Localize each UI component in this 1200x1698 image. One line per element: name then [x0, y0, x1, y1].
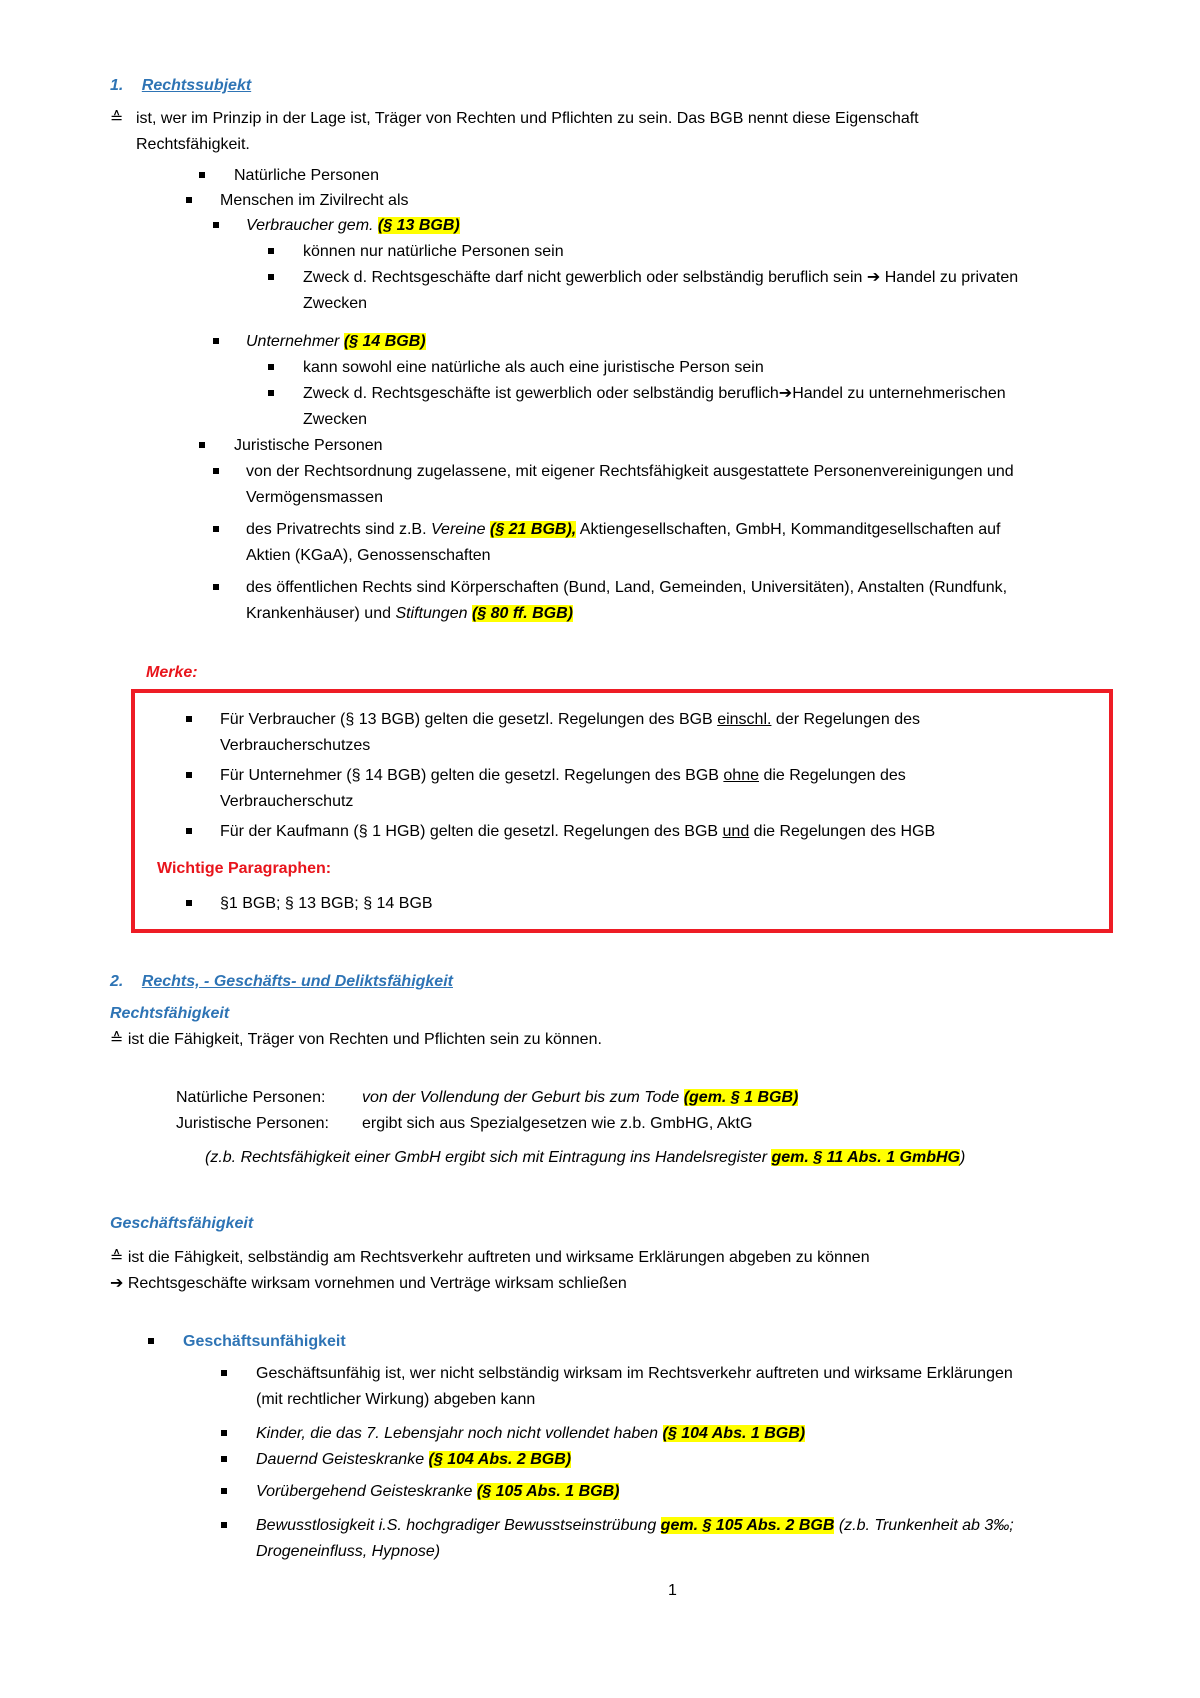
jur-item-2-ref: (§ 21 BGB), — [489, 521, 577, 538]
section-1-heading — [110, 76, 251, 96]
section-2-title: Rechts, - Geschäfts- und Deliktsfähigkeit — [141, 973, 453, 990]
bullet-icon — [148, 1338, 154, 1344]
wichtige-paragraphen: §1 BGB; § 13 BGB; § 14 BGB — [220, 895, 433, 912]
bullet-icon — [268, 274, 274, 280]
gmbh-pre: (z.b. Rechtsfähigkeit einer GmbH ergibt sich mit Eintragung ins Handelsregister — [205, 1149, 768, 1166]
gu-item-2-text: Kinder, die das 7. Lebensjahr noch nicht vollendet haben — [256, 1425, 659, 1442]
juristische-personen: Juristische Personen — [234, 437, 383, 454]
gu-item-4-text: Vorübergehend Geisteskranke — [256, 1483, 473, 1500]
unternehmer-ref: (§ 14 BGB) — [343, 333, 426, 350]
bullet-icon — [199, 172, 205, 178]
natuerliche-label: Natürliche Personen: — [176, 1089, 326, 1106]
bullet-icon — [186, 828, 192, 834]
bullet-icon — [199, 442, 205, 448]
bullet-icon — [268, 390, 274, 396]
merke-line-1-cont: Verbraucherschutzes — [220, 737, 371, 754]
juristische-label: Juristische Personen: — [176, 1115, 329, 1132]
geschaeftsunfaehigkeit-title: Geschäftsunfähigkeit — [183, 1333, 346, 1350]
gmbh-ref: gem. § 11 Abs. 1 GmbHG — [771, 1149, 960, 1166]
bullet-icon — [221, 1430, 227, 1436]
bullet-icon — [221, 1456, 227, 1462]
unternehmer-line — [246, 332, 426, 352]
gu-item-5-line-2: Drogeneinfluss, Hypnose) — [256, 1543, 441, 1560]
merke-line-1-pre: Für Verbraucher (§ 13 BGB) gelten die gesetzl. Regelungen des BGB — [220, 711, 713, 728]
jur-item-1-line-1: von der Rechtsordnung zugelassene, mit eigener Rechtsfähigkeit ausgestattete Personenvereinigungen und — [246, 463, 1014, 480]
bullet-icon — [221, 1370, 227, 1376]
natuerliche-text: von der Vollendung der Geburt bis zum Tode — [362, 1089, 680, 1106]
merke-line-2-cont: Verbraucherschutz — [220, 793, 354, 810]
jur-item-3-pre: Krankenhäuser) und — [246, 605, 391, 622]
merke-line-2-pre: Für Unternehmer (§ 14 BGB) gelten die gesetzl. Regelungen des BGB — [220, 767, 719, 784]
jur-item-3-ref: (§ 80 ff. BGB) — [471, 605, 574, 622]
jur-item-2-line-2: Aktien (KGaA), Genossenschaften — [246, 547, 491, 564]
section-2-number: 2. — [110, 973, 124, 990]
verbraucher-line — [246, 216, 460, 236]
bullet-icon — [268, 248, 274, 254]
jur-item-2-post: Aktiengesellschaften, GmbH, Kommanditgesellschaften auf — [579, 521, 1001, 538]
juristische-text: ergibt sich aus Spezialgesetzen wie z.b. GmbHG, AktG — [362, 1115, 753, 1132]
gmbh-line — [205, 1148, 965, 1168]
definition-symbol: ≙ — [110, 110, 124, 127]
gmbh-post: ) — [959, 1149, 966, 1166]
merke-line-2-post: die Regelungen des — [763, 767, 906, 784]
bullet-icon — [186, 900, 192, 906]
merke-line-1-ul: einschl. — [717, 711, 772, 728]
verbraucher-item-2-line-2: Zwecken — [303, 295, 368, 312]
merke-line-1 — [220, 710, 920, 730]
geschaeftsfaehigkeit-def-2: ➔ Rechtsgeschäfte wirksam vornehmen und Verträge wirksam schließen — [110, 1275, 627, 1292]
gu-item-1-line-2: (mit rechtlicher Wirkung) abgeben kann — [256, 1391, 536, 1408]
gu-item-4-ref: (§ 105 Abs. 1 BGB) — [476, 1483, 620, 1500]
gu-item-1-line-1: Geschäftsunfähig ist, wer nicht selbständig wirksam im Rechtsverkehr auftreten und wirksame Erklärungen — [256, 1365, 1013, 1382]
unternehmer-item-2-line-2: Zwecken — [303, 411, 368, 428]
gu-item-3 — [256, 1450, 571, 1470]
jur-item-2-vereine: Vereine — [430, 521, 486, 538]
rechtsfaehigkeit-definition: ≙ ist die Fähigkeit, Träger von Rechten und Pflichten sein zu können. — [110, 1031, 602, 1048]
verbraucher-arrow-text: Handel zu privaten — [884, 269, 1019, 286]
merke-title: Merke: — [146, 664, 198, 681]
gu-item-5-post: (z.b. Trunkenheit ab 3‰; — [838, 1517, 1014, 1534]
gu-item-5 — [256, 1516, 1014, 1536]
jur-item-1-line-2: Vermögensmassen — [246, 489, 383, 506]
definition-line-2: Rechtsfähigkeit. — [136, 136, 250, 153]
jur-item-3-line-2 — [246, 604, 573, 624]
gu-item-5-text: Bewusstlosigkeit i.S. hochgradiger Bewusstseinstrübung — [256, 1517, 657, 1534]
merke-line-3-pre: Für der Kaufmann (§ 1 HGB) gelten die gesetzl. Regelungen des BGB — [220, 823, 719, 840]
jur-item-3-line-1: des öffentlichen Rechts sind Körperschaften (Bund, Land, Gemeinden, Universitäten), Anstalten (Rundfunk, — [246, 579, 1008, 596]
verbraucher-label: Verbraucher gem. — [246, 217, 374, 234]
unternehmer-item-2: Zweck d. Rechtsgeschäfte ist gewerblich oder selbständig beruflich — [303, 385, 779, 402]
gu-item-2 — [256, 1424, 805, 1444]
arrow-right-icon: ➔ — [866, 269, 881, 286]
unternehmer-label: Unternehmer — [246, 333, 340, 350]
bullet-icon — [213, 222, 219, 228]
arrow-right-icon: ➔ — [778, 385, 793, 402]
verbraucher-item-2-line — [303, 268, 1018, 288]
bullet-icon — [213, 468, 219, 474]
verbraucher-ref: (§ 13 BGB) — [377, 217, 460, 234]
section-2-heading — [110, 972, 453, 992]
wichtige-paragraphen-title: Wichtige Paragraphen: — [157, 860, 332, 877]
merke-line-2 — [220, 766, 906, 786]
jur-item-2-line-1 — [246, 520, 1000, 540]
bullet-icon — [186, 197, 192, 203]
geschaeftsfaehigkeit-title: Geschäftsfähigkeit — [110, 1215, 254, 1232]
natuerliche-line — [362, 1088, 798, 1108]
merke-line-3 — [220, 822, 935, 842]
gu-item-5-ref: gem. § 105 Abs. 2 BGB — [660, 1517, 835, 1534]
bullet-icon — [213, 526, 219, 532]
natuerliche-personen: Natürliche Personen — [234, 167, 379, 184]
bullet-icon — [221, 1488, 227, 1494]
merke-line-3-post: die Regelungen des HGB — [753, 823, 936, 840]
section-1-number: 1. — [110, 77, 124, 94]
bullet-icon — [213, 338, 219, 344]
bullet-icon — [186, 716, 192, 722]
natuerliche-ref: (gem. § 1 BGB) — [683, 1089, 799, 1106]
gu-item-4 — [256, 1482, 619, 1502]
unternehmer-item-1: kann sowohl eine natürliche als auch eine juristische Person sein — [303, 359, 764, 376]
merke-line-3-ul: und — [722, 823, 750, 840]
gu-item-2-ref: (§ 104 Abs. 1 BGB) — [662, 1425, 806, 1442]
bullet-icon — [221, 1522, 227, 1528]
page-number: 1 — [668, 1582, 677, 1599]
bullet-icon — [186, 772, 192, 778]
geschaeftsfaehigkeit-def-1: ≙ ist die Fähigkeit, selbständig am Rechtsverkehr auftreten und wirksame Erklärungen abgeben zu können — [110, 1249, 870, 1266]
bullet-icon — [268, 364, 274, 370]
merke-line-2-ul: ohne — [723, 767, 759, 784]
jur-item-3-stiftungen: Stiftungen — [395, 605, 468, 622]
gu-item-3-ref: (§ 104 Abs. 2 BGB) — [428, 1451, 572, 1468]
unternehmer-arrow-text: Handel zu unternehmerischen — [792, 385, 1006, 402]
section-1-title: Rechtssubjekt — [141, 77, 252, 94]
gu-item-3-text: Dauernd Geisteskranke — [256, 1451, 425, 1468]
merke-line-1-post: der Regelungen des — [775, 711, 920, 728]
rechtsfaehigkeit-title: Rechtsfähigkeit — [110, 1005, 230, 1022]
menschen-zivilrecht: Menschen im Zivilrecht als — [220, 192, 409, 209]
unternehmer-item-2-line — [303, 384, 1006, 404]
verbraucher-item-1: können nur natürliche Personen sein — [303, 243, 564, 260]
bullet-icon — [213, 584, 219, 590]
jur-item-2-pre: des Privatrechts sind z.B. — [246, 521, 427, 538]
definition-line-1: ist, wer im Prinzip in der Lage ist, Träger von Rechten und Pflichten zu sein. Das BGB nennt diese Eigenschaft — [136, 110, 919, 127]
verbraucher-item-2: Zweck d. Rechtsgeschäfte darf nicht gewerblich oder selbständig beruflich sein — [303, 269, 863, 286]
